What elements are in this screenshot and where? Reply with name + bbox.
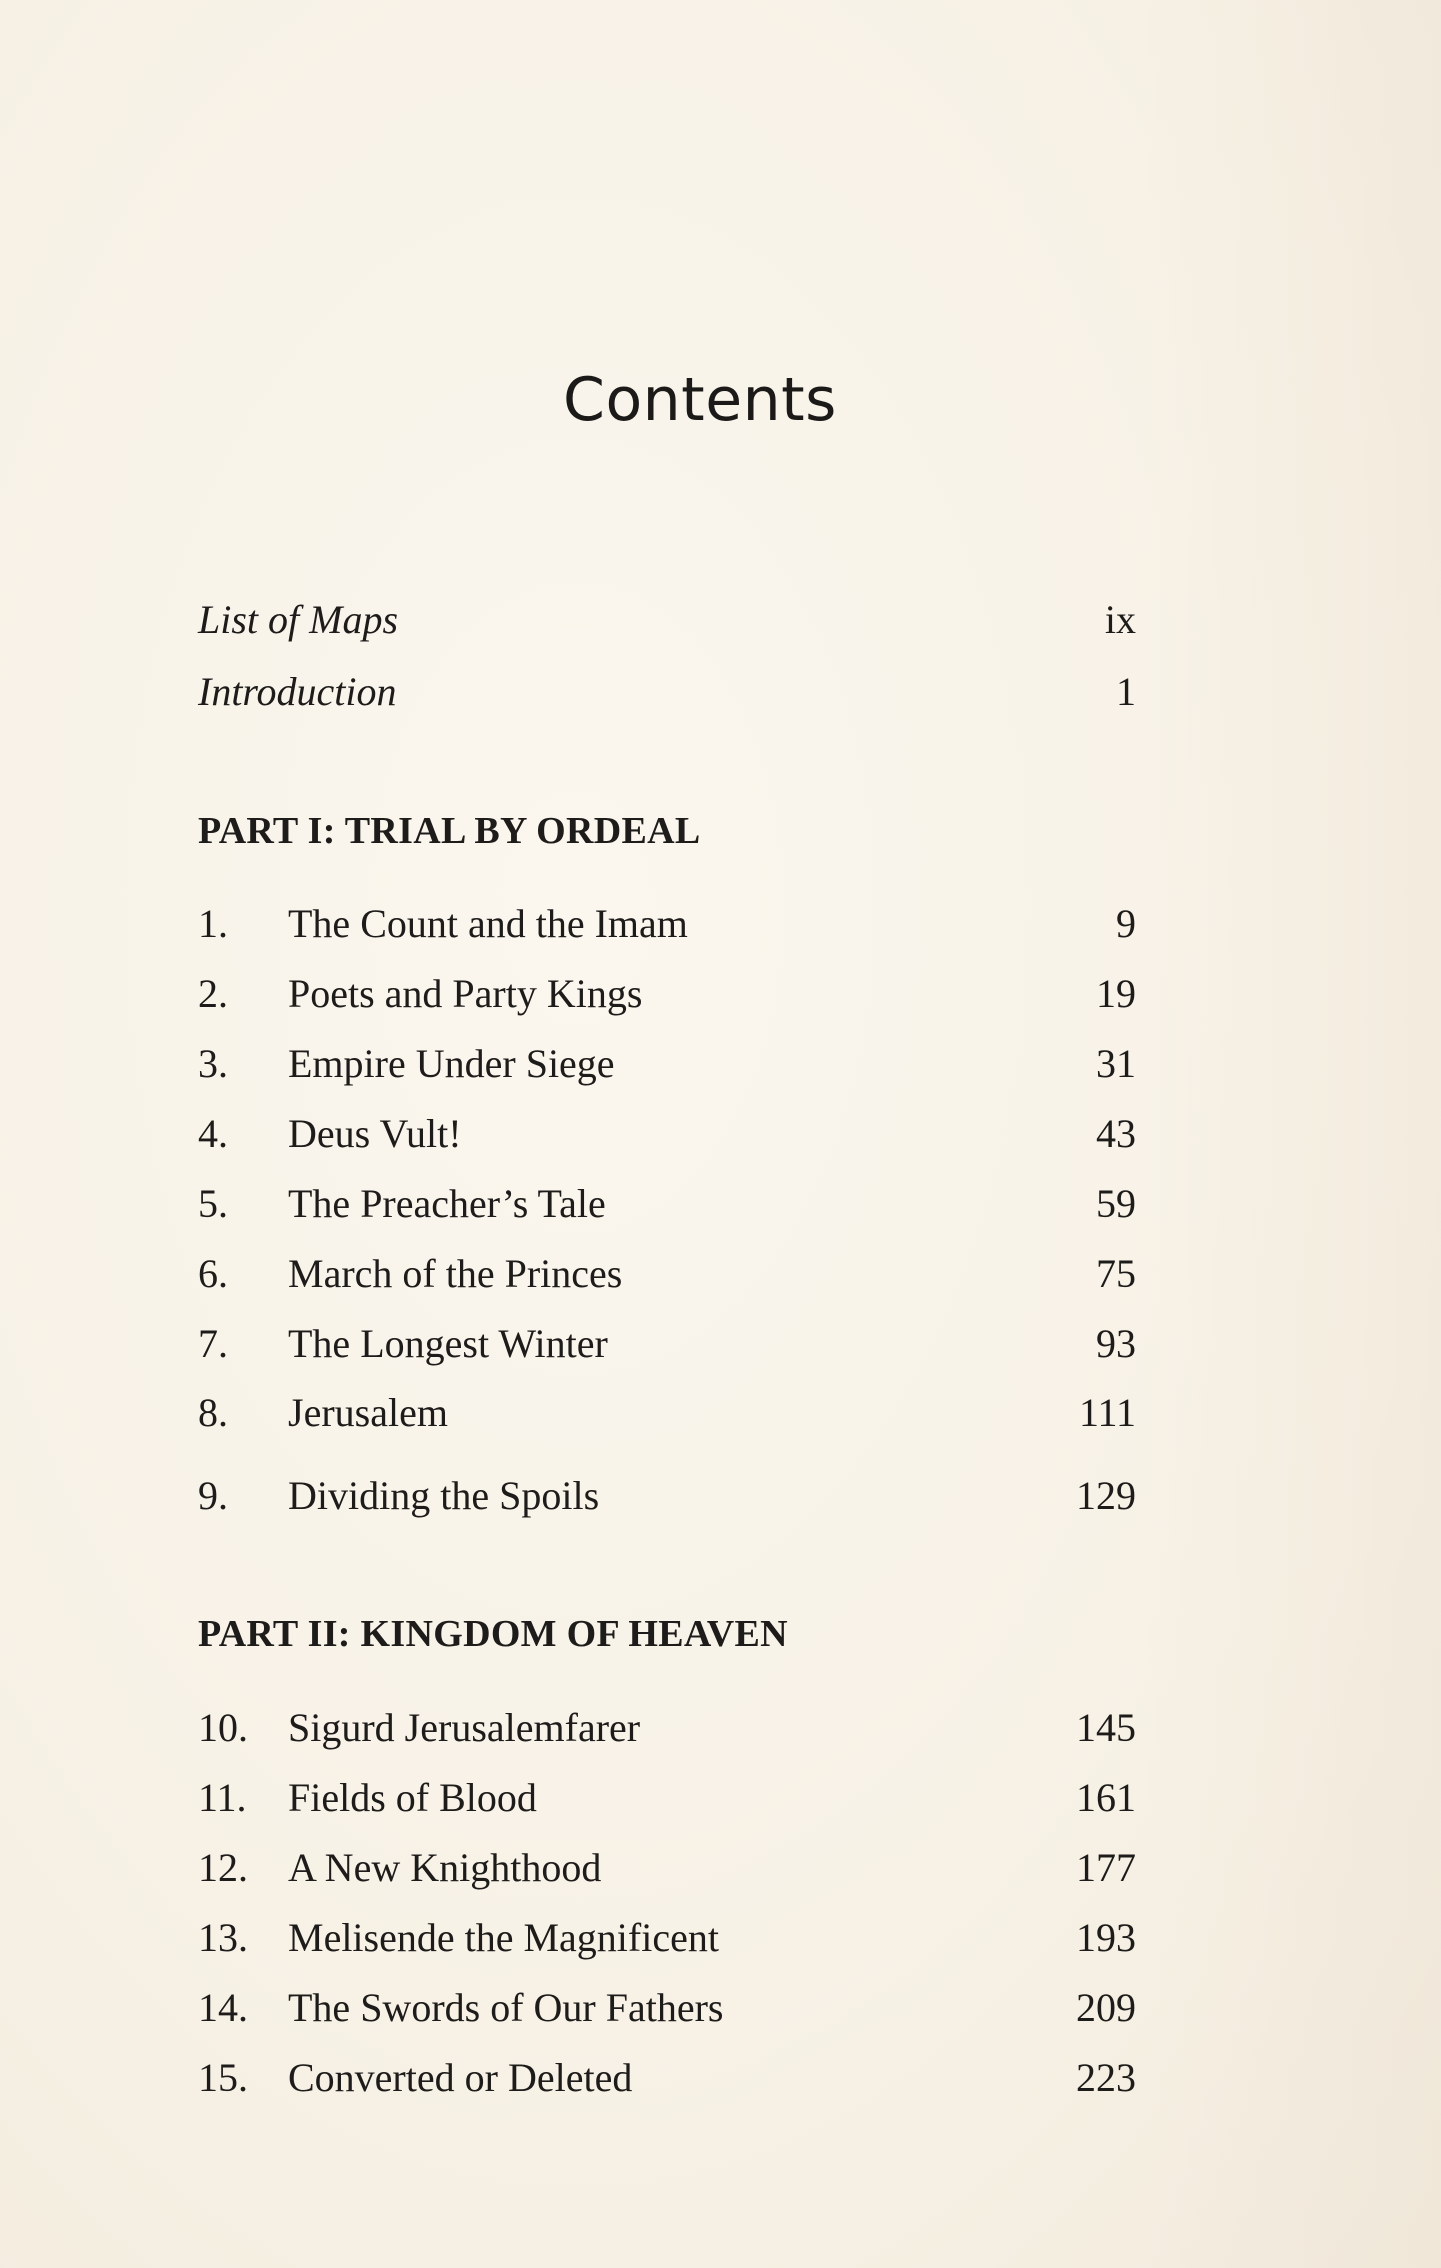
chapter-title: Poets and Party Kings [288,971,643,1016]
toc-entry-label: List of Maps [198,597,399,642]
chapter-page: 93 [1096,1321,1136,1366]
chapter-title: Jerusalem [288,1390,448,1435]
chapter-page: 9 [1116,901,1136,946]
toc-chapter-3[interactable] [198,1038,1136,1090]
chapter-page: 129 [1076,1473,1136,1518]
toc-entry-label: Introduction [198,669,397,714]
page-shadow [1141,0,1441,2268]
toc-entry-page: ix [1104,597,1136,642]
chapter-title: The Swords of Our Fathers [288,1985,724,2030]
chapter-number: 3. [198,1041,228,1086]
chapter-page: 43 [1096,1111,1136,1156]
chapter-number: 10. [198,1705,248,1750]
toc-chapter-15[interactable] [198,2052,1136,2104]
chapter-title: Fields of Blood [288,1775,537,1820]
toc-chapter-5[interactable] [198,1178,1136,1230]
chapter-title: The Count and the Imam [288,901,688,946]
chapter-number: 7. [198,1321,228,1366]
chapter-title: The Longest Winter [288,1321,608,1366]
chapter-page: 75 [1096,1251,1136,1296]
toc-entry-introduction[interactable] [198,666,1136,718]
chapter-title: Dividing the Spoils [288,1473,600,1518]
chapter-number: 8. [198,1390,228,1435]
toc-chapter-2[interactable] [198,968,1136,1020]
chapter-title: Melisende the Magnificent [288,1915,719,1960]
toc-chapter-9[interactable] [198,1470,1136,1522]
toc-entry-page: 1 [1116,669,1136,714]
toc-entry-list-of-maps[interactable] [198,594,1136,646]
part-heading-2: PART II: KINGDOM OF HEAVEN [198,1613,788,1655]
chapter-page: 161 [1076,1775,1136,1820]
toc-chapter-8[interactable] [198,1387,1136,1439]
chapter-title: Empire Under Siege [288,1041,615,1086]
chapter-number: 14. [198,1985,248,2030]
chapter-number: 4. [198,1111,228,1156]
chapter-title: Sigurd Jerusalemfarer [288,1705,641,1750]
chapter-number: 13. [198,1915,248,1960]
page-title: Contents [563,365,837,435]
chapter-title: Deus Vult! [288,1111,462,1156]
part-heading-1: PART I: TRIAL BY ORDEAL [198,810,701,852]
chapter-number: 15. [198,2055,248,2100]
chapter-number: 1. [198,901,228,946]
chapter-title: The Preacher’s Tale [288,1181,606,1226]
chapter-page: 31 [1096,1041,1136,1086]
toc-chapter-6[interactable] [198,1248,1136,1300]
chapter-title: Converted or Deleted [288,2055,633,2100]
toc-chapter-10[interactable] [198,1702,1136,1754]
chapter-title: March of the Princes [288,1251,623,1296]
chapter-number: 2. [198,971,228,1016]
chapter-number: 6. [198,1251,228,1296]
chapter-page: 145 [1076,1705,1136,1750]
chapter-page: 223 [1076,2055,1136,2100]
chapter-number: 9. [198,1473,228,1518]
chapter-page: 19 [1096,971,1136,1016]
chapter-page: 111 [1078,1390,1136,1435]
chapter-number: 5. [198,1181,228,1226]
chapter-page: 59 [1096,1181,1136,1226]
toc-chapter-1[interactable] [198,898,1136,950]
toc-chapter-12[interactable] [198,1842,1136,1894]
chapter-title: A New Knighthood [288,1845,602,1890]
toc-chapter-14[interactable] [198,1982,1136,2034]
chapter-page: 177 [1076,1845,1136,1890]
chapter-number: 12. [198,1845,248,1890]
toc-chapter-7[interactable] [198,1318,1136,1370]
toc-chapter-4[interactable] [198,1108,1136,1160]
chapter-page: 193 [1076,1915,1136,1960]
chapter-number: 11. [198,1775,247,1820]
toc-chapter-11[interactable] [198,1772,1136,1824]
toc-chapter-13[interactable] [198,1912,1136,1964]
chapter-page: 209 [1076,1985,1136,2030]
